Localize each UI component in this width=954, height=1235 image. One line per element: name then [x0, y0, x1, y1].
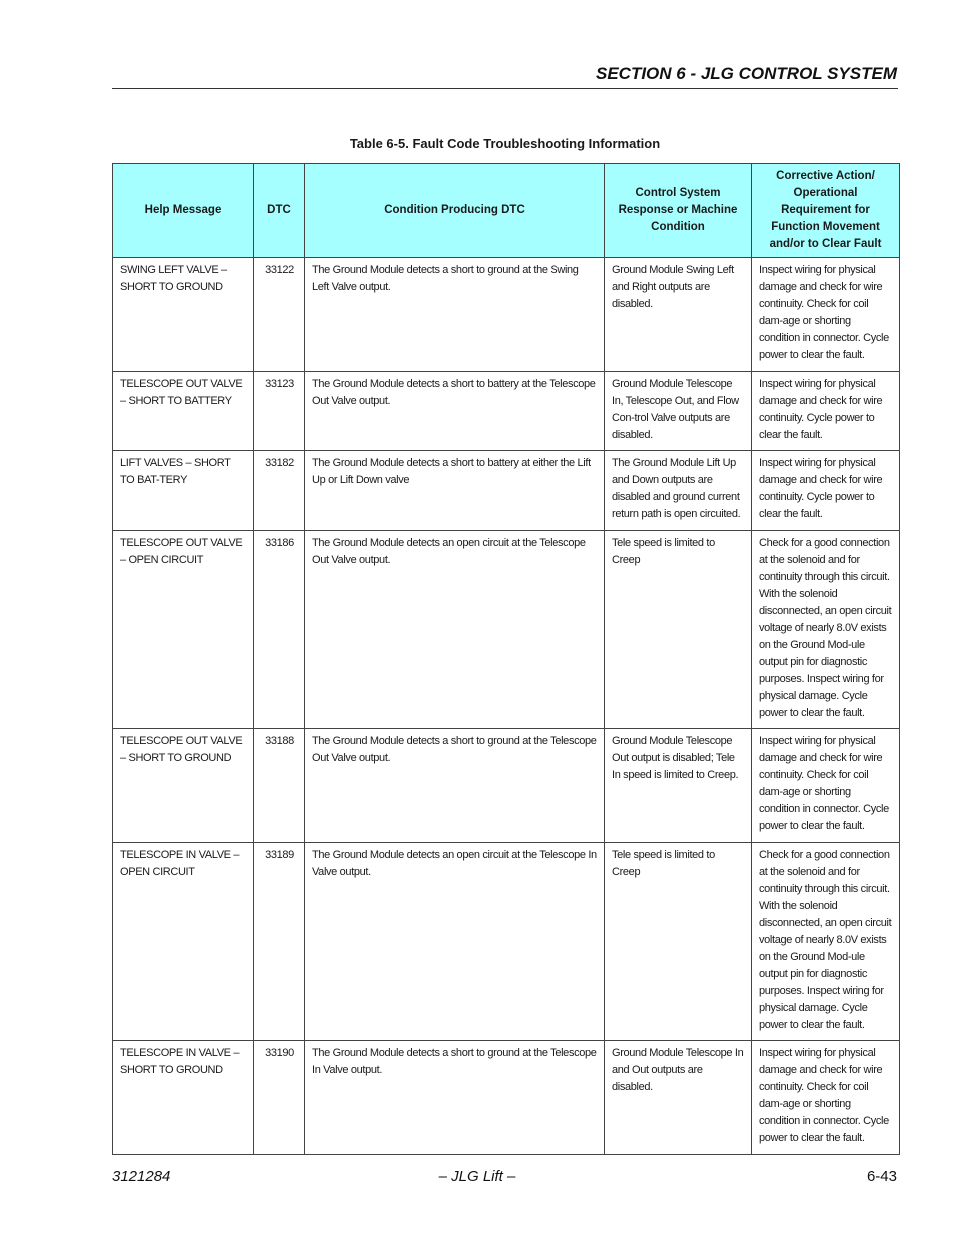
response-cell: The Ground Module Lift Up and Down outputs are disabled and ground current return path is open circuited.	[605, 451, 752, 531]
header-divider	[112, 88, 898, 89]
help-message-cell: LIFT VALVES – SHORT TO BAT-TERY	[113, 451, 254, 531]
response-cell: Tele speed is limited to Creep	[605, 531, 752, 729]
help-message-cell: TELESCOPE OUT VALVE – OPEN CIRCUIT	[113, 531, 254, 729]
condition-cell: The Ground Module detects a short to battery at either the Lift Up or Lift Down valve	[305, 451, 605, 531]
help-message-cell: TELESCOPE OUT VALVE – SHORT TO GROUND	[113, 729, 254, 843]
table-row	[113, 451, 900, 531]
corrective-action-cell: Check for a good connection at the solenoid and for continuity through this circuit. With the solenoid disconnected, an open circuit voltage of nearly 8.0V exists on the Ground Mod-ule output pin for diagnostic purposes. Inspect wiring for physical damage. Cycle power to clear the fault.	[752, 843, 900, 1041]
response-cell: Tele speed is limited to Creep	[605, 843, 752, 1041]
response-cell: Ground Module Telescope In and Out outputs are disabled.	[605, 1041, 752, 1155]
condition-cell: The Ground Module detects a short to ground at the Telescope Out Valve output.	[305, 729, 605, 843]
dtc-cell: 33188	[254, 729, 305, 843]
footer-page-number: 6-43	[866, 1168, 897, 1185]
dtc-cell: 33122	[254, 258, 305, 372]
table-row	[113, 1041, 900, 1155]
help-message-cell: SWING LEFT VALVE – SHORT TO GROUND	[113, 258, 254, 372]
corrective-action-cell: Check for a good connection at the solenoid and for continuity through this circuit. With the solenoid disconnected, an open circuit voltage of nearly 8.0V exists on the Ground Mod-ule output pin for diagnostic purposes. Inspect wiring for physical damage. Cycle power to clear the fault.	[752, 531, 900, 729]
help-message-cell: TELESCOPE IN VALVE – OPEN CIRCUIT	[113, 843, 254, 1041]
footer-publisher: – JLG Lift –	[438, 1168, 516, 1185]
condition-cell: The Ground Module detects a short to ground at the Swing Left Valve output.	[305, 258, 605, 372]
corrective-action-cell: Inspect wiring for physical damage and check for wire continuity. Check for coil dam-age or shorting condition in connector. Cycle power to clear the fault.	[752, 258, 900, 372]
table-header-row	[113, 164, 900, 258]
response-cell: Ground Module Swing Left and Right outputs are disabled.	[605, 258, 752, 372]
corrective-action-cell: Inspect wiring for physical damage and check for wire continuity. Check for coil dam-age or shorting condition in connector. Cycle power to clear the fault.	[752, 1041, 900, 1155]
table-row	[113, 729, 900, 843]
dtc-cell: 33186	[254, 531, 305, 729]
column-header-corrective-action: Corrective Action/ Operational Requirement for Function Movement and/or to Clear Fault	[752, 164, 900, 258]
response-cell: Ground Module Telescope In, Telescope Out, and Flow Con-trol Valve outputs are disabled.	[605, 372, 752, 451]
help-message-cell: TELESCOPE IN VALVE – SHORT TO GROUND	[113, 1041, 254, 1155]
fault-code-table	[112, 163, 900, 1155]
column-header-condition: Condition Producing DTC	[305, 164, 605, 258]
section-title: SECTION 6 - JLG CONTROL SYSTEM	[596, 64, 897, 83]
dtc-cell: 33189	[254, 843, 305, 1041]
dtc-cell: 33123	[254, 372, 305, 451]
condition-cell: The Ground Module detects a short to battery at the Telescope Out Valve output.	[305, 372, 605, 451]
column-header-help-message: Help Message	[113, 164, 254, 258]
table-row	[113, 372, 900, 451]
help-message-cell: TELESCOPE OUT VALVE – SHORT TO BATTERY	[113, 372, 254, 451]
table-caption: Table 6-5. Fault Code Troubleshooting Information	[349, 136, 661, 151]
table-row	[113, 258, 900, 372]
corrective-action-cell: Inspect wiring for physical damage and check for wire continuity. Check for coil dam-age or shorting condition in connector. Cycle power to clear the fault.	[752, 729, 900, 843]
table-row	[113, 843, 900, 1041]
condition-cell: The Ground Module detects an open circuit at the Telescope Out Valve output.	[305, 531, 605, 729]
corrective-action-cell: Inspect wiring for physical damage and check for wire continuity. Cycle power to clear the fault.	[752, 372, 900, 451]
dtc-cell: 33182	[254, 451, 305, 531]
column-header-dtc: DTC	[254, 164, 305, 258]
condition-cell: The Ground Module detects an open circuit at the Telescope In Valve output.	[305, 843, 605, 1041]
corrective-action-cell: Inspect wiring for physical damage and check for wire continuity. Cycle power to clear the fault.	[752, 451, 900, 531]
condition-cell: The Ground Module detects a short to ground at the Telescope In Valve output.	[305, 1041, 605, 1155]
footer-document-number: 3121284	[112, 1168, 171, 1185]
dtc-cell: 33190	[254, 1041, 305, 1155]
table-row	[113, 531, 900, 729]
column-header-response: Control System Response or Machine Condition	[605, 164, 752, 258]
response-cell: Ground Module Telescope Out output is disabled; Tele In speed is limited to Creep.	[605, 729, 752, 843]
